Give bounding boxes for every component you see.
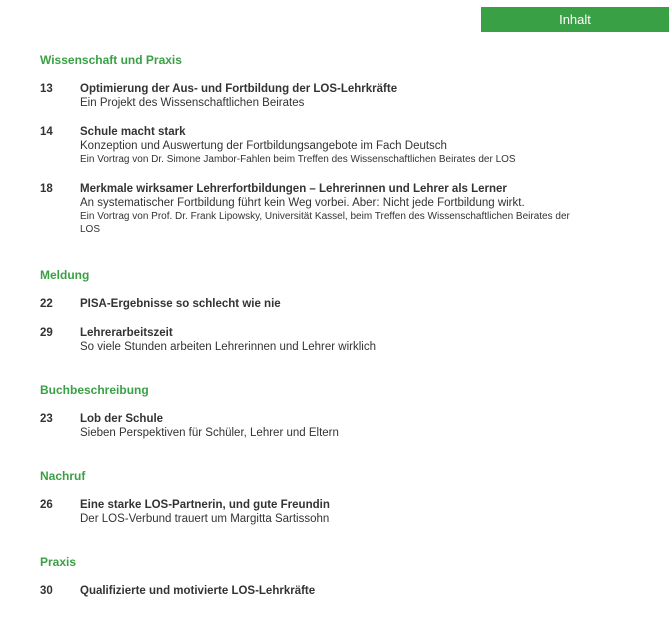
entry-title: Eine starke LOS-Partnerin, und gute Freundin	[80, 499, 330, 511]
entry-note: Ein Vortrag von Dr. Simone Jambor-Fahlen beim Treffen des Wissenschaftlichen Beirates der LOS	[80, 154, 516, 165]
section-title-nachruf: Nachruf	[40, 469, 86, 483]
section-title-meldung: Meldung	[40, 268, 90, 282]
entry-title: PISA-Ergebnisse so schlecht wie nie	[80, 298, 281, 310]
entry-title: Lob der Schule	[80, 413, 164, 425]
toc-entry[interactable]	[40, 584, 600, 598]
page-number: 22	[40, 298, 53, 310]
section-title-praxis: Praxis	[40, 555, 77, 569]
toc-entry[interactable]	[40, 326, 600, 354]
section-title-wissenschaft-und-praxis: Wissenschaft und Praxis	[40, 53, 182, 67]
entry-note: Ein Vortrag von Prof. Dr. Frank Lipowsky, Universität Kassel, beim Treffen des Wissenschaftlichen Beirates der LOS	[80, 211, 570, 235]
page-number: 29	[40, 327, 53, 339]
section-tag-inhalt: Inhalt	[481, 7, 669, 32]
entry-subtitle: So viele Stunden arbeiten Lehrerinnen und Lehrer wirklich	[80, 341, 376, 353]
page-number: 23	[40, 413, 53, 425]
toc-entry[interactable]	[40, 182, 600, 236]
page-number: 26	[40, 499, 53, 511]
page-number: 14	[40, 126, 53, 138]
toc-entry[interactable]	[40, 498, 600, 526]
page-number: 18	[40, 183, 53, 195]
entry-subtitle: Der LOS-Verbund trauert um Margitta Sartissohn	[80, 513, 330, 525]
entry-title: Merkmale wirksamer Lehrerfortbildungen – Lehrerinnen und Lehrer als Lerner	[80, 183, 507, 195]
toc-entry[interactable]	[40, 125, 600, 166]
toc-entry[interactable]	[40, 297, 600, 311]
toc-entry[interactable]	[40, 412, 600, 440]
entry-title: Optimierung der Aus- und Fortbildung der LOS-Lehrkräfte	[80, 83, 398, 95]
section-title-buchbeschreibung: Buchbeschreibung	[40, 383, 149, 397]
page-number: 30	[40, 585, 53, 597]
entry-subtitle: Konzeption und Auswertung der Fortbildungsangebote im Fach Deutsch	[80, 140, 447, 152]
page-number: 13	[40, 83, 53, 95]
entry-title: Schule macht stark	[80, 126, 186, 138]
entry-title: Lehrerarbeitszeit	[80, 327, 173, 339]
entry-title: Qualifizierte und motivierte LOS-Lehrkräfte	[80, 585, 316, 597]
entry-subtitle: Ein Projekt des Wissenschaftlichen Beirates	[80, 97, 305, 109]
toc-entry[interactable]	[40, 82, 600, 110]
entry-subtitle: Sieben Perspektiven für Schüler, Lehrer und Eltern	[80, 427, 339, 439]
entry-subtitle: An systematischer Fortbildung führt kein Weg vorbei. Aber: Nicht jede Fortbildung wirkt.	[80, 197, 525, 209]
